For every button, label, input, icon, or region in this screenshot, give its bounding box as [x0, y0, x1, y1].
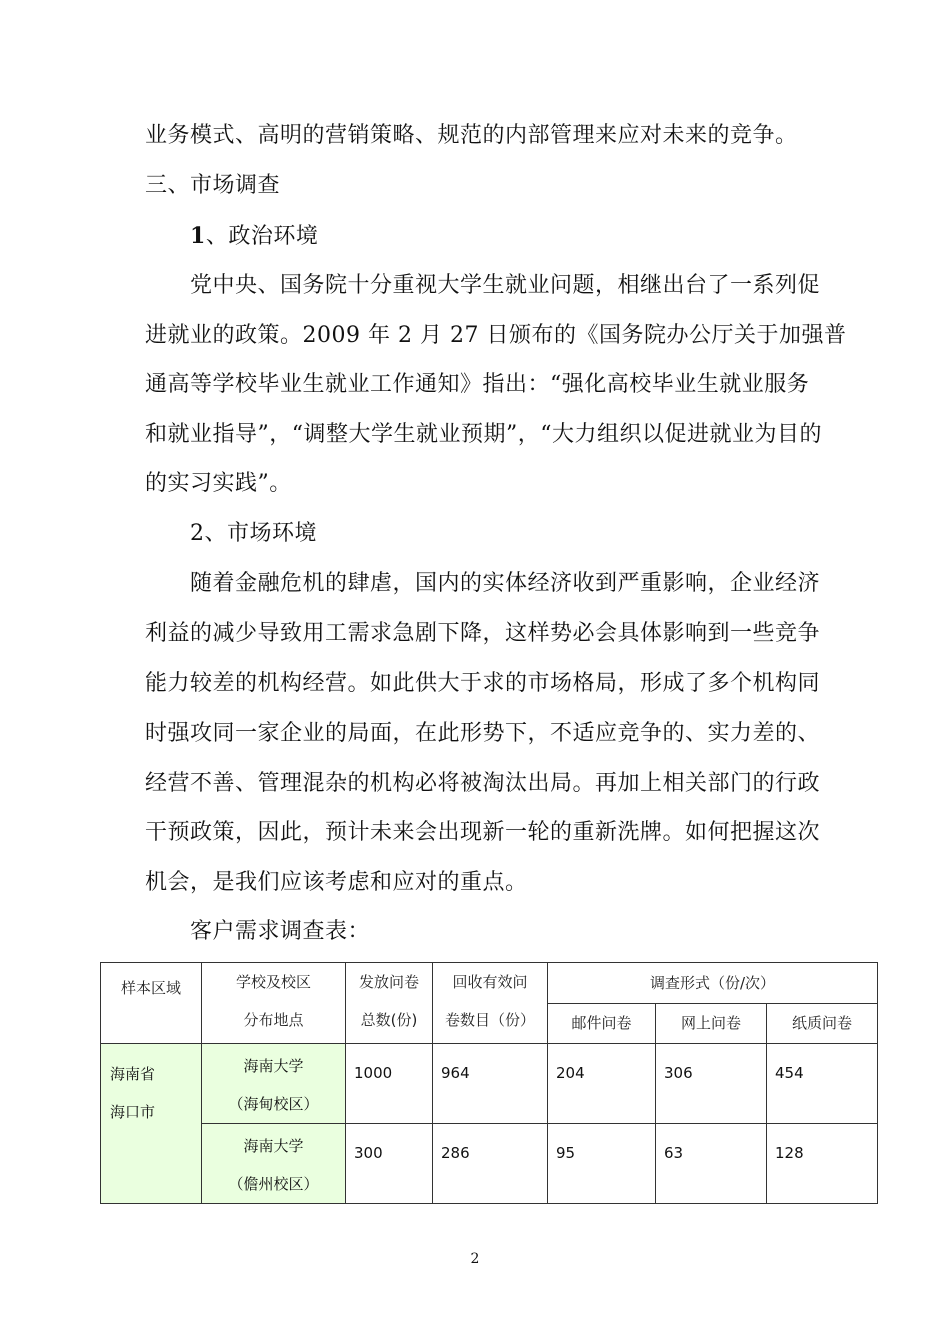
- paragraph-line: 进就业的政策。2009 年 2 月 27 日颁布的《国务院办公厅关于加强普: [145, 323, 847, 348]
- header-online: 网上问卷: [656, 1004, 767, 1044]
- paragraph-line: 经营不善、管理混杂的机构必将被淘汰出局。再加上相关部门的行政: [145, 771, 821, 796]
- issued-cell: 300: [346, 1124, 433, 1204]
- subsection-heading: [190, 221, 318, 252]
- valid-cell: 286: [433, 1124, 548, 1204]
- header-paper: 纸质问卷: [767, 1004, 878, 1044]
- header-valid: [433, 963, 548, 1044]
- header-valid-line1: 回收有效问: [452, 973, 528, 991]
- online-cell: 306: [656, 1044, 767, 1124]
- email-cell: 95: [548, 1124, 656, 1204]
- table-caption: 客户需求调查表：: [190, 919, 371, 944]
- paragraph-line: 随着金融危机的肆虐，国内的实体经济收到严重影响，企业经济: [190, 571, 821, 596]
- subsection-title: 、政治环境: [205, 224, 319, 249]
- header-email: 邮件问卷: [548, 1004, 656, 1044]
- header-school: [202, 963, 346, 1044]
- region-line2: 海口市: [110, 1103, 156, 1121]
- email-cell: 204: [548, 1044, 656, 1124]
- page-number: 2: [470, 1251, 480, 1267]
- subsection-number: 1: [190, 223, 206, 249]
- region-cell: [101, 1044, 202, 1204]
- valid-cell: 964: [433, 1044, 548, 1124]
- paragraph-line: 通高等学校毕业生就业工作通知》指出：“强化高校毕业生就业服务: [145, 372, 810, 397]
- school-name: 海南大学: [243, 1057, 304, 1075]
- header-survey-form: 调查形式（份/次）: [548, 963, 878, 1004]
- paragraph-line: 党中央、国务院十分重视大学生就业问题，相继出台了一系列促: [190, 273, 821, 298]
- paper-cell: 128: [767, 1124, 878, 1204]
- school-name: 海南大学: [243, 1137, 304, 1155]
- paragraph-line: 机会，是我们应该考虑和应对的重点。: [145, 870, 528, 895]
- region-line1: 海南省: [110, 1065, 156, 1083]
- paragraph-line: 时强攻同一家企业的局面，在此形势下，不适应竞争的、实力差的、: [145, 721, 821, 746]
- header-issued-line2: 总数(份): [360, 1011, 418, 1029]
- online-cell: 63: [656, 1124, 767, 1204]
- paragraph-line: 能力较差的机构经营。如此供大于求的市场格局，形成了多个机构同: [145, 671, 821, 696]
- paragraph-line: 业务模式、高明的营销策略、规范的内部管理来应对未来的竞争。: [145, 123, 798, 148]
- header-valid-line2: 卷数目（份）: [444, 1011, 535, 1029]
- header-school-line1: 学校及校区: [235, 973, 311, 991]
- issued-cell: 1000: [346, 1044, 433, 1124]
- subsection-heading: 2、市场环境: [190, 521, 317, 546]
- header-region: 样本区域: [101, 963, 202, 1044]
- campus-name: （海甸校区）: [228, 1095, 319, 1113]
- campus-name: （儋州校区）: [228, 1175, 319, 1193]
- survey-table: [100, 962, 878, 1204]
- header-issued: [346, 963, 433, 1044]
- paragraph-line: 和就业指导”，“调整大学生就业预期”，“大力组织以促进就业为目的: [145, 422, 822, 447]
- paper-cell: 454: [767, 1044, 878, 1124]
- header-issued-line1: 发放问卷: [358, 973, 419, 991]
- school-cell: [202, 1124, 346, 1204]
- paragraph-line: 的实习实践”。: [145, 471, 292, 496]
- header-school-line2: 分布地点: [243, 1011, 304, 1029]
- paragraph-line: 干预政策，因此，预计未来会出现新一轮的重新洗牌。如何把握这次: [145, 820, 821, 845]
- section-heading: 三、市场调查: [145, 173, 281, 198]
- paragraph-line: 利益的减少导致用工需求急剧下降，这样势必会具体影响到一些竞争: [145, 621, 821, 646]
- school-cell: [202, 1044, 346, 1124]
